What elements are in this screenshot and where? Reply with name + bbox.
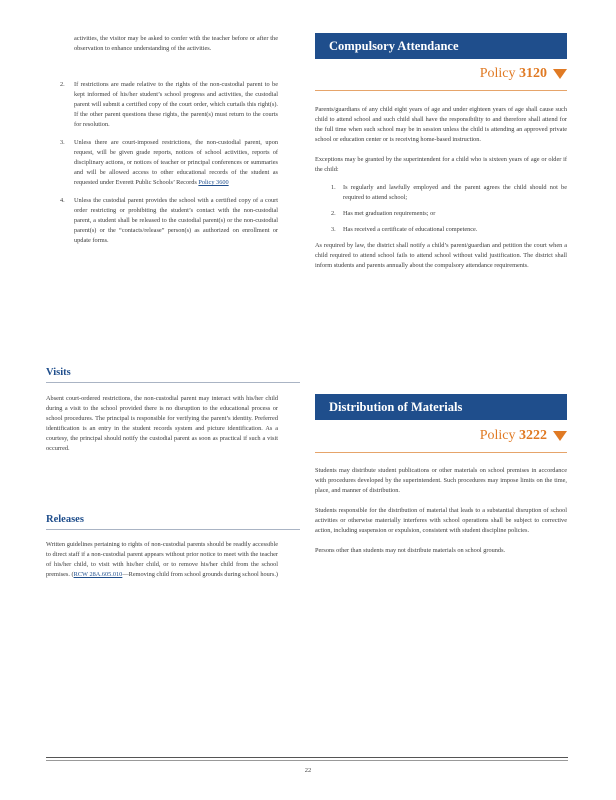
list-item: 3. Unless there are court-imposed restrictions, the non-custodial parent, upon request, will be given grade reports, notices of school activities, reports of disciplinary actions, or notices of teacher or principal conferences or summaries and will be allowed access to other educational records of the student as requested under Everett Public Schools’ Records Policy 3600 [60,139,278,186]
visits-rule [46,382,300,383]
triangle-down-icon [553,69,567,79]
materials-policy-line [315,428,567,450]
exception-list [315,183,567,235]
triangle-down-icon [553,431,567,441]
list-item: 1. Is regularly and lawfully employed and the parent agrees the child should not be required to attend school; [331,184,567,201]
footer-rule [46,757,568,758]
materials-banner: Distribution of Materials [315,394,567,420]
footer-rule [46,760,568,761]
page-number: 22 [304,767,312,774]
list-item: 2. If restrictions are made relative to the rights of the non-custodial parent to be kept informed of his/her student’s school progress and activities, the custodial parent will submit a certified copy of the court order, which curtails this right(s). If the other parent questions these rights, the parent(s) must return to the courts for resolution. [60,81,278,128]
policy-number: Policy 3120 [480,66,567,82]
visits-paragraph: Absent court-ordered restrictions, the non-custodial parent may interact with his/her child during a visit to the school provided there is no disruption to the educational process or school procedures. The principal is responsible for verifying the parent’s identity. Preferred identification is an entry in the student records system and picture identification. As a courtesy, the principal should notify the custodial parent as soon as practical if such a visit occurred. [46,395,278,452]
releases-heading: Releases [46,514,84,525]
visits-heading: Visits [46,367,71,378]
attendance-rule [315,90,567,91]
policy-3600-link[interactable]: Policy 3600 [198,179,229,186]
materials-rule [315,452,567,453]
materials-paragraph: Students responsible for the distribution of material that leads to a substantial disruption of school activities or otherwise materially interferes with school operations shall be subject to corrective action, including suspension or expulsion, consistent with student discipline policies. [315,507,567,534]
attendance-paragraph: Parents/guardians of any child eight years of age and under eighteen years of age shall cause such child to attend school and such child shall have the responsibility to and therefore shall attend for the full time when such school may be in session unless the child is attending an approved private school or education center or is receiving home-based instruction. [315,106,567,143]
list-item: 2. Has met graduation requirements; or [331,210,436,217]
list-item: 4. Unless the custodial parent provides the school with a certified copy of a court order restricting or prohibiting the student’s contact with the non-custodial parent, a student shall be released to the custodial parent(s) or the non-custodial parent(s) or the “contacts/release” person(s) as authorized on enrollment or update forms. [60,197,278,244]
restriction-list [46,80,278,254]
intro-paragraph: activities, the visitor may be asked to confer with the teacher before or after the observation to enhance understanding of the activities. [74,35,278,52]
releases-rule [46,529,300,530]
attendance-paragraph: Exceptions may be granted by the superintendent for a child who is sixteen years of age or older if the child: [315,156,567,173]
attendance-policy-line [315,66,567,88]
rcw-link[interactable]: RCW 28A.605.010 [73,571,123,578]
materials-body [315,466,567,556]
attendance-body [315,105,567,271]
policy-number: Policy 3222 [480,428,567,444]
list-item: 3. Has received a certificate of educational competence. [331,226,478,233]
materials-paragraph: Students may distribute student publications or other materials on school premises in accordance with procedures developed by the superintendent. Such procedures may impose limits on the time, place, and manner of distribution. [315,467,567,494]
attendance-banner: Compulsory Attendance [315,33,567,59]
attendance-paragraph: As required by law, the district shall notify a child’s parent/guardian and petition the court when a child required to attend school fails to attend school without valid justification. The district shall inform students and parents annually about the compulsory attendance requirements. [315,242,567,269]
releases-paragraph: Written guidelines pertaining to rights of non-custodial parents should be readily accessible to direct staff if a non-custodial parent appears without prior notice to meet with the teacher of his/her child, to visit with his/her child, or to remove his/her child from the school premises. (RCW 28A.605.010—Removing child from school grounds during school hours.) [46,541,278,578]
materials-paragraph: Persons other than students may not distribute materials on school grounds. [315,547,506,554]
